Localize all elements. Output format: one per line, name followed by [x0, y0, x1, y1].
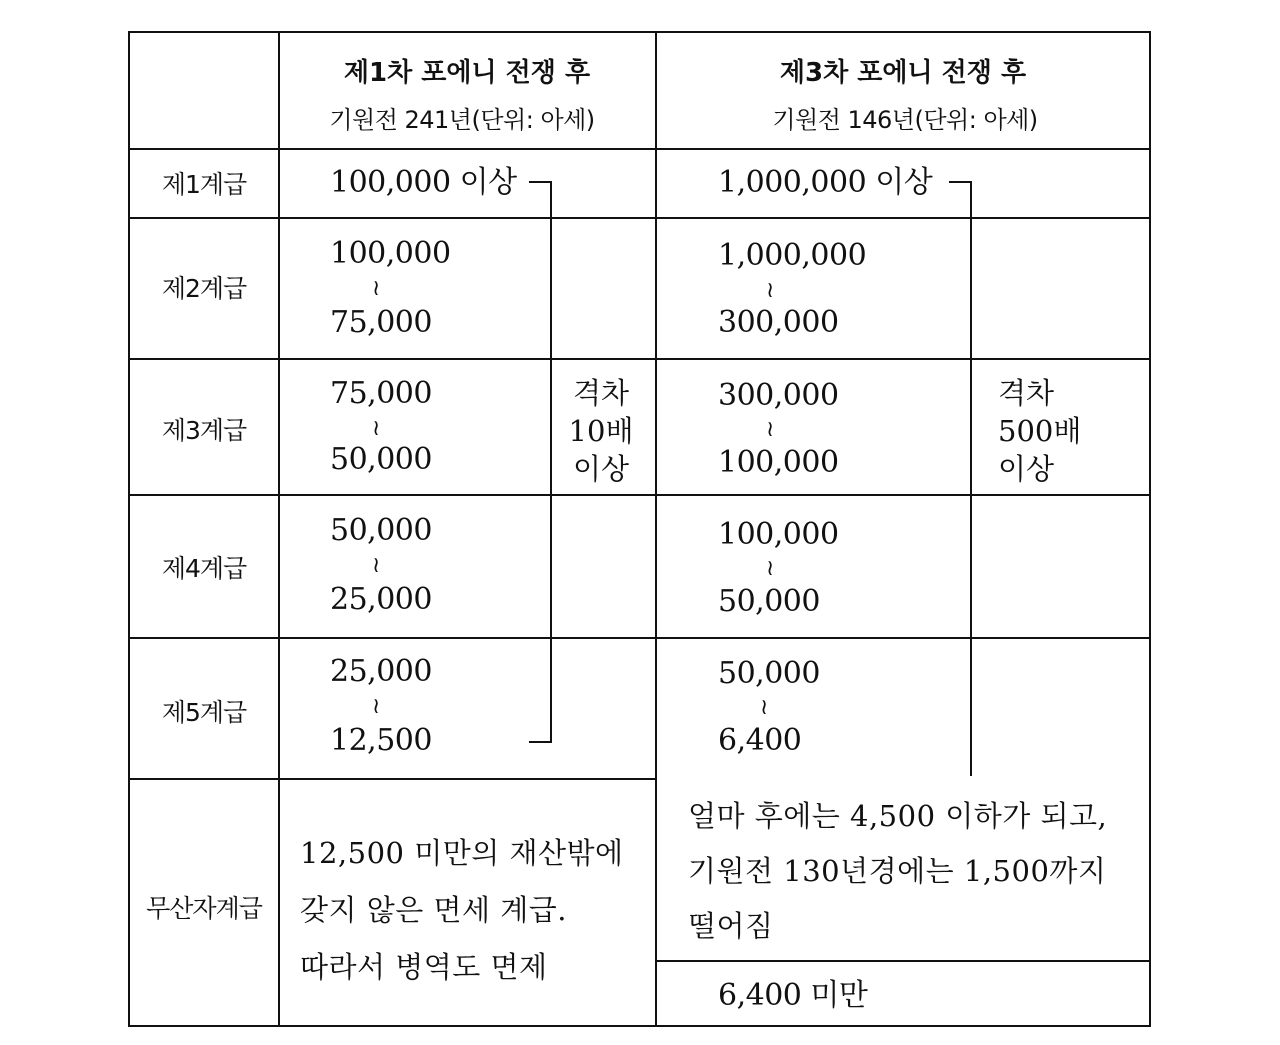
class-label-2: 제2계급 — [161, 274, 247, 303]
first-proletariat-line-1: 12,500 미만의 재산밖에 — [300, 836, 624, 870]
third-note-line-2: 기원전 130년경에는 1,500까지 — [688, 854, 1107, 888]
first-c3-bottom: 50,000 — [330, 442, 432, 477]
third-c3-bottom: 100,000 — [718, 445, 839, 480]
first-c5-top: 25,000 — [330, 654, 432, 689]
class-label-1: 제1계급 — [161, 170, 247, 199]
third-c3-range-mark: ≀ — [766, 417, 775, 442]
first-c4-range-mark: ≀ — [372, 553, 381, 578]
first-c2-range-mark: ≀ — [372, 276, 381, 301]
first-c2-bottom: 75,000 — [330, 305, 432, 340]
third-c3-top: 300,000 — [718, 378, 839, 413]
third-c1-value: 1,000,000 이상 — [718, 165, 933, 200]
first-proletariat-line-2: 갖지 않은 면세 계급. — [300, 893, 567, 927]
third-c2-bottom: 300,000 — [718, 305, 839, 340]
class-label-proletariat: 무산자계급 — [146, 894, 262, 923]
gap-bracket-third — [949, 182, 971, 776]
class-label-4: 제4계급 — [161, 554, 247, 583]
third-gap-note: 격차 500배 이상 — [998, 376, 1082, 486]
first-c1-value: 100,000 이상 — [330, 165, 517, 200]
first-c5-bottom: 12,500 — [330, 723, 432, 758]
header-first-war-sub: 기원전 241년(단위: 아세) — [329, 106, 595, 134]
third-c5-range-mark: ≀ — [760, 695, 769, 720]
first-c3-range-mark: ≀ — [372, 416, 381, 441]
third-note-line-1: 얼마 후에는 4,500 이하가 되고, — [688, 799, 1108, 833]
header-third-war-sub: 기원전 146년(단위: 아세) — [772, 106, 1038, 134]
first-proletariat-line-3: 따라서 병역도 면제 — [300, 950, 548, 984]
first-c5-range-mark: ≀ — [372, 694, 381, 719]
class-label-5: 제5계급 — [161, 698, 247, 727]
third-note-line-3: 떨어짐 — [688, 909, 774, 943]
third-c4-bottom: 50,000 — [718, 584, 820, 619]
header-third-war-title: 제3차 포에니 전쟁 후 — [779, 58, 1027, 88]
third-c5-bottom: 6,400 — [718, 723, 802, 758]
header-first-war-title: 제1차 포에니 전쟁 후 — [343, 58, 591, 88]
first-c4-top: 50,000 — [330, 513, 432, 548]
third-c4-range-mark: ≀ — [766, 556, 775, 581]
third-c5-top: 50,000 — [718, 656, 820, 691]
class-label-3: 제3계급 — [161, 416, 247, 445]
first-gap-note: 격차 10배 이상 — [568, 376, 634, 486]
gap-bracket-first — [529, 182, 551, 742]
third-c4-top: 100,000 — [718, 517, 839, 552]
first-c2-top: 100,000 — [330, 236, 451, 271]
third-proletariat-value: 6,400 미만 — [718, 978, 868, 1013]
first-c3-top: 75,000 — [330, 376, 432, 411]
third-c2-range-mark: ≀ — [766, 278, 775, 303]
third-c2-top: 1,000,000 — [718, 238, 867, 273]
first-c4-bottom: 25,000 — [330, 582, 432, 617]
